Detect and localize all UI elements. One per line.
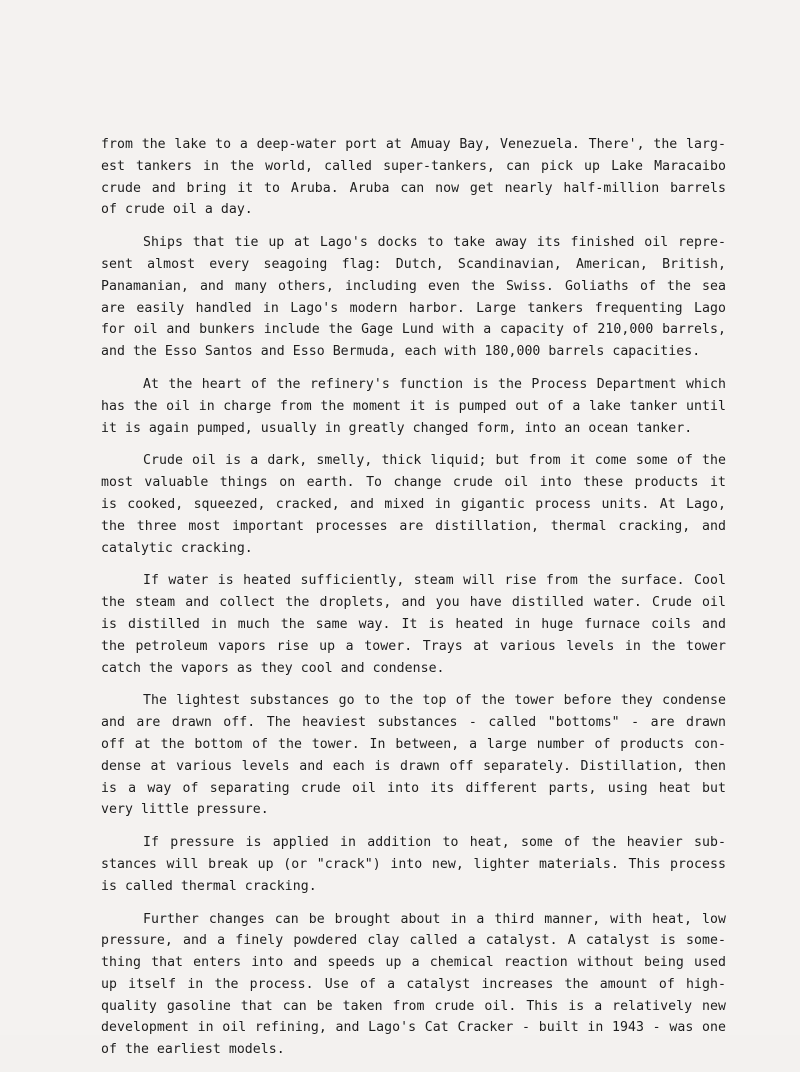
paragraph [101,909,726,1062]
text-line: are easily handled in Lago's modern harbor. Large tankers frequenting Lago [101,300,726,316]
paragraph [101,450,726,559]
text-line: up itself in the process. Use of a catalyst increases the amount of high- [101,976,726,992]
text-line: of the earliest models. [101,1042,285,1058]
text-line: is a way of separating crude oil into its different parts, using heat but [101,780,726,796]
paragraph [101,134,726,221]
text-line: for oil and bunkers include the Gage Lund with a capacity of 210,000 barrels, [101,322,726,338]
text-line: the steam and collect the droplets, and you have distilled water. Crude oil [101,595,726,611]
body-text [101,134,726,1072]
text-line: and the Esso Santos and Esso Bermuda, each with 180,000 barrels capacities. [101,344,701,360]
text-line: Ships that tie up at Lago's docks to take away its finished oil repre- [143,235,726,251]
text-line: is distilled in much the same way. It is heated in huge furnace coils and [101,616,726,632]
text-line: est tankers in the world, called super-tankers, can pick up Lake Maracaibo [101,158,726,174]
text-line: and are drawn off. The heaviest substances - called "bottoms" - are drawn [101,715,726,731]
paragraph [101,570,726,679]
text-line: If water is heated sufficiently, steam will rise from the surface. Cool [143,573,726,589]
text-line: quality gasoline that can be taken from crude oil. This is a relatively new [101,998,726,1014]
text-line: has the oil in charge from the moment it is pumped out of a lake tanker until [101,398,726,414]
text-line: very little pressure. [101,802,269,818]
paragraph [101,690,726,821]
text-line: the three most important processes are distillation, thermal cracking, and [101,518,726,534]
text-line: stances will break up (or "crack") into new, lighter materials. This process [101,856,726,872]
text-line: catch the vapors as they cool and condense. [101,660,445,676]
text-line: is called thermal cracking. [101,878,317,894]
text-line: Further changes can be brought about in a third manner, with heat, low [143,911,726,927]
text-line: is cooked, squeezed, cracked, and mixed in gigantic process units. At Lago, [101,496,726,512]
text-line: thing that enters into and speeds up a chemical reaction without being used [101,955,726,971]
text-line: of crude oil a day. [101,202,253,218]
text-line: If pressure is applied in addition to heat, some of the heavier sub- [143,835,726,851]
text-line: The lightest substances go to the top of the tower before they condense [143,693,726,709]
text-line: dense at various levels and each is drawn off separately. Distillation, then [101,758,726,774]
text-line: from the lake to a deep-water port at Amuay Bay, Venezuela. There', the larg- [101,137,726,152]
text-line: sent almost every seagoing flag: Dutch, Scandinavian, American, British, [101,256,726,272]
text-line: Crude oil is a dark, smelly, thick liquid; but from it come some of the [143,453,726,469]
paragraph [101,832,726,897]
text-line: the petroleum vapors rise up a tower. Trays at various levels in the tower [101,638,726,654]
text-line: Panamanian, and many others, including even the Swiss. Goliaths of the sea [101,278,726,294]
text-line: off at the bottom of the tower. In between, a large number of products con- [101,736,726,752]
text-line: At the heart of the refinery's function is the Process Department which [143,376,726,392]
text-line: most valuable things on earth. To change crude oil into these products it [101,475,726,491]
text-line: catalytic cracking. [101,540,253,556]
paragraph [101,374,726,439]
text-line: development in oil refining, and Lago's Cat Cracker - built in 1943 - was one [101,1020,726,1036]
text-line: crude and bring it to Aruba. Aruba can now get nearly half-million barrels [101,180,726,196]
text-line: pressure, and a finely powdered clay called a catalyst. A catalyst is some- [101,933,726,949]
text-line: it is again pumped, usually in greatly changed form, into an ocean tanker. [101,420,693,436]
paragraph [101,232,726,363]
